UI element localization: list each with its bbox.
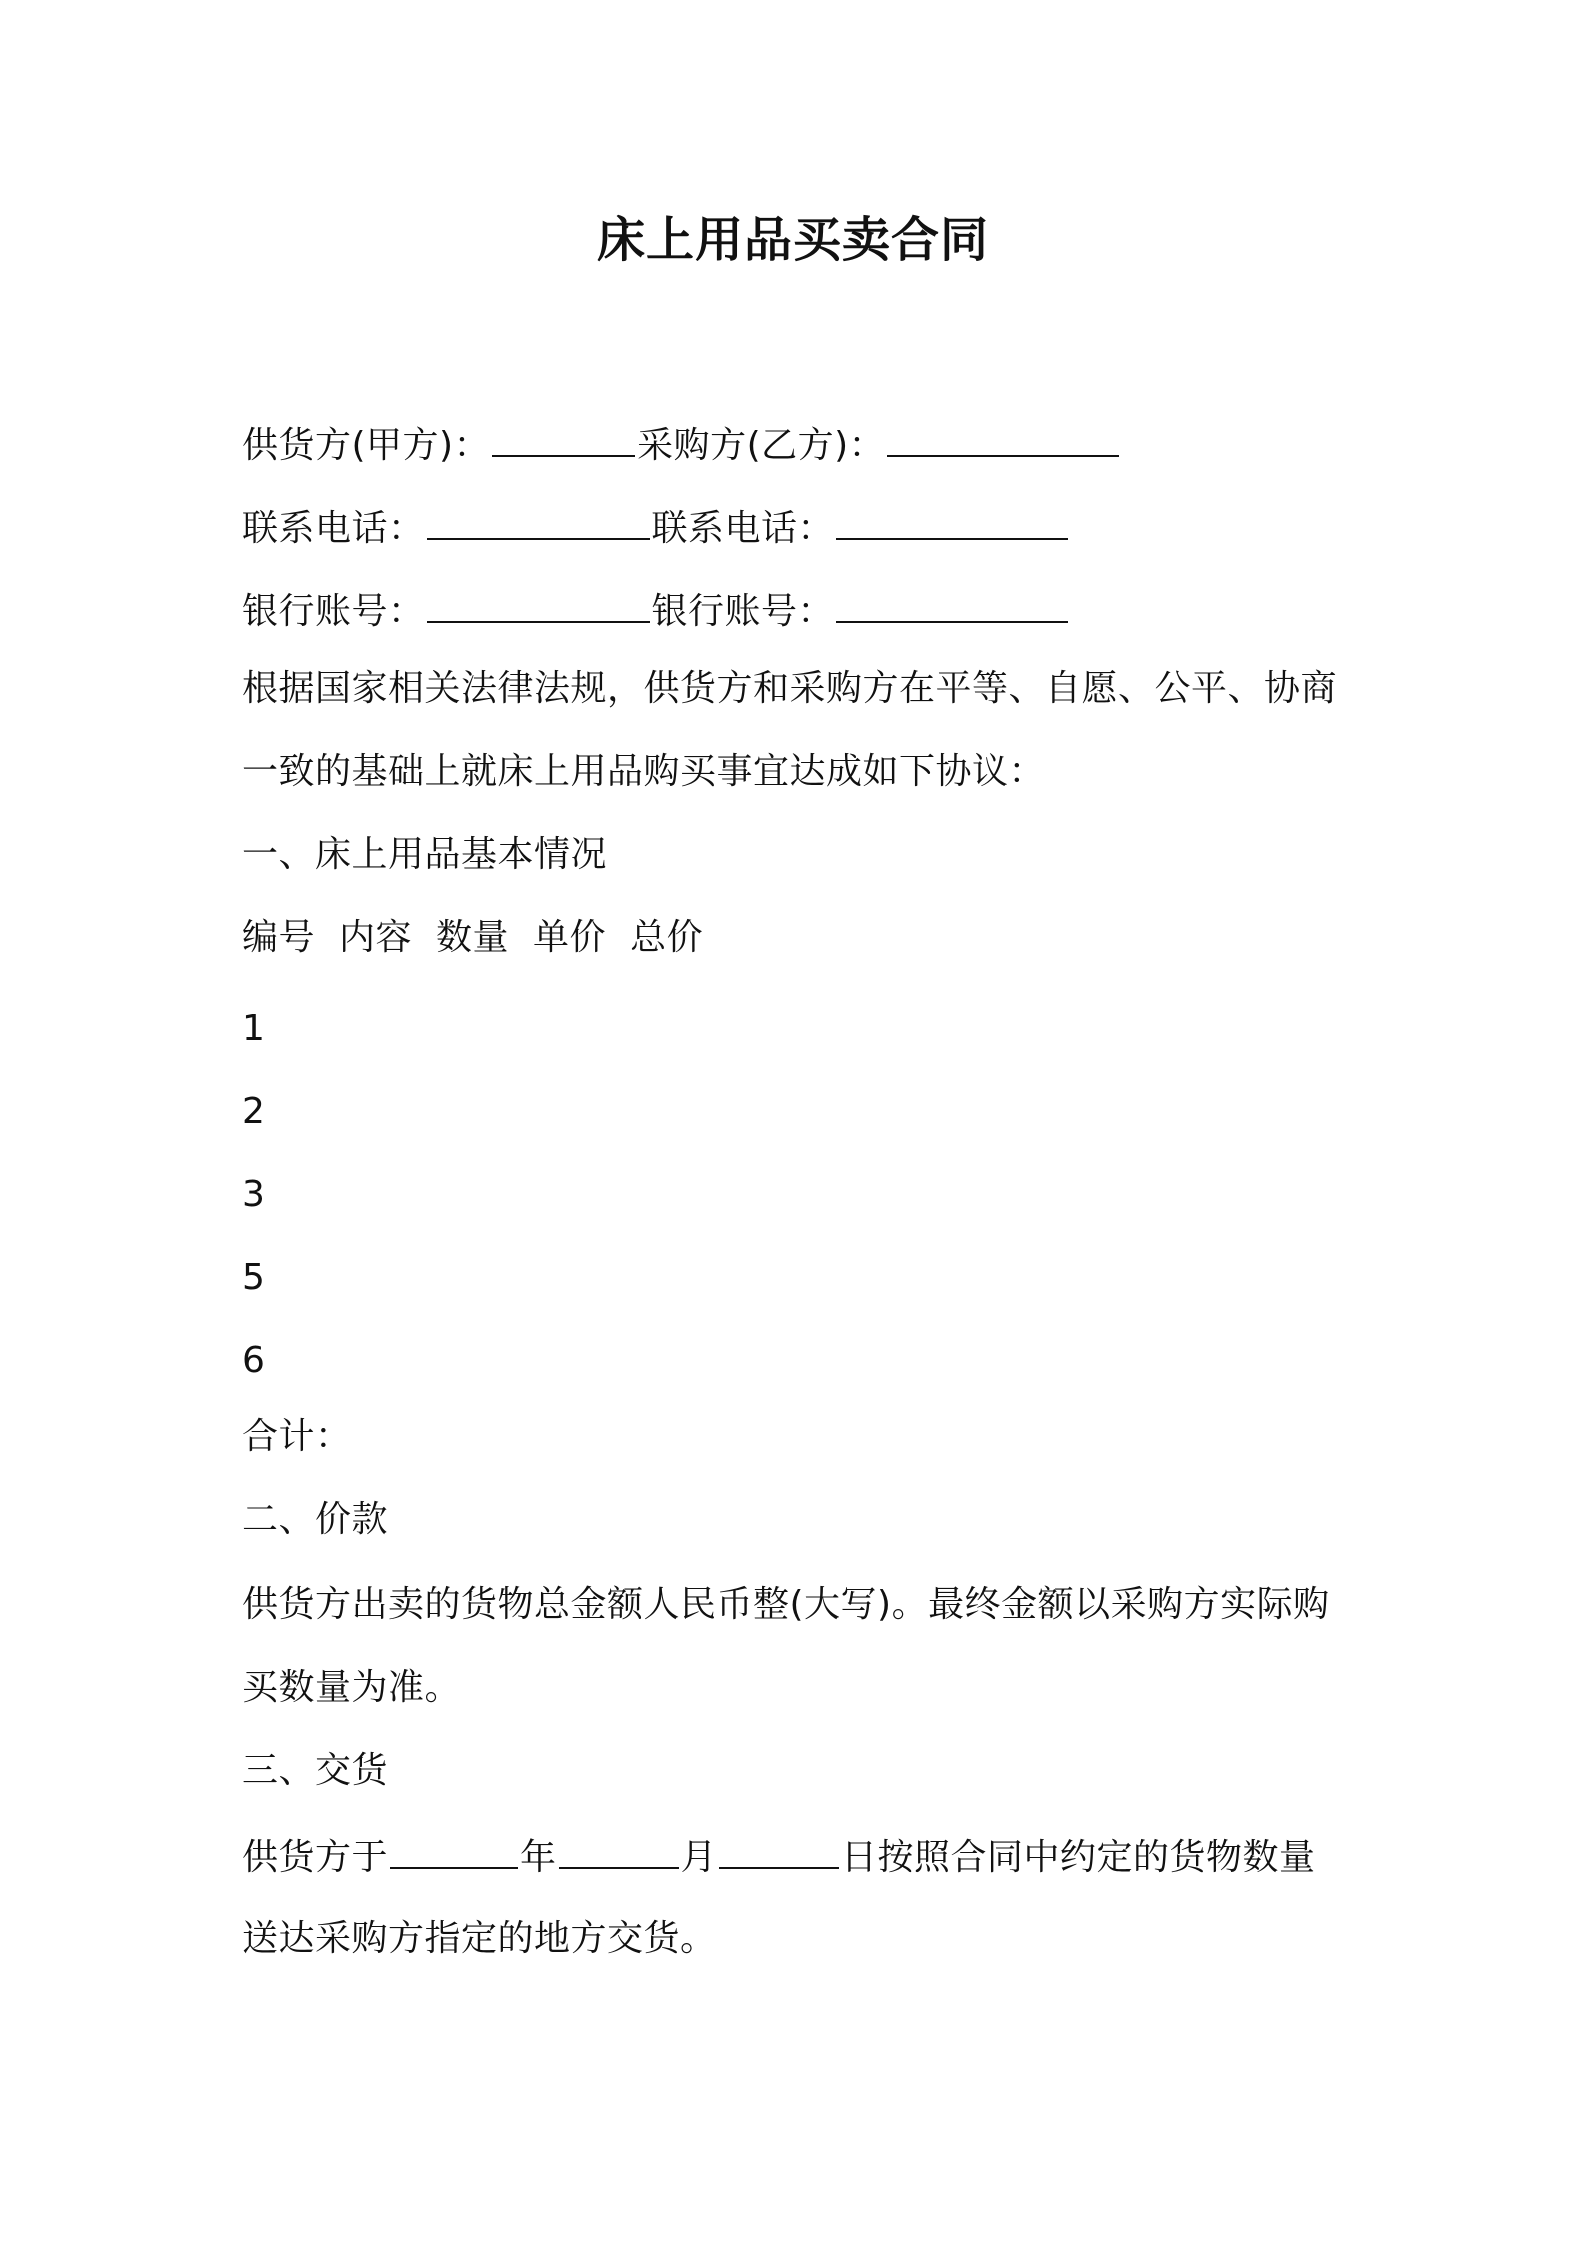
buyer-phone-label: 联系电话： bbox=[651, 508, 835, 549]
supplier-phone-blank bbox=[427, 502, 650, 540]
column-content: 内容 bbox=[339, 917, 413, 958]
delivery-day-text: 日按照合同中约定的货物数量 bbox=[841, 1837, 1316, 1878]
contract-title: 床上用品买卖合同 bbox=[596, 212, 989, 268]
price-line-1: 供货方出卖的货物总金额人民币整(大写)。最终金额以采购方实际购 bbox=[242, 1584, 1330, 1625]
intro-line-2: 一致的基础上就床上用品购买事宜达成如下协议： bbox=[242, 751, 1046, 792]
buyer-bank-label: 银行账号： bbox=[651, 591, 835, 632]
item-table-header bbox=[242, 913, 703, 963]
buyer-name-blank bbox=[887, 419, 1119, 457]
buyer-phone-blank bbox=[836, 502, 1068, 540]
section2-heading: 二、价款 bbox=[242, 1499, 389, 1540]
section3-heading: 三、交货 bbox=[242, 1750, 389, 1791]
party-line-names bbox=[242, 419, 1121, 471]
total-label: 合计： bbox=[242, 1416, 352, 1457]
item-row: 5 bbox=[242, 1257, 266, 1298]
delivery-line-1 bbox=[242, 1831, 1316, 1883]
delivery-prefix: 供货方于 bbox=[242, 1837, 389, 1878]
column-number: 编号 bbox=[242, 917, 316, 958]
price-line-2: 买数量为准。 bbox=[242, 1667, 462, 1708]
item-row: 1 bbox=[242, 1008, 266, 1049]
column-total-price: 总价 bbox=[630, 917, 704, 958]
buyer-bank-blank bbox=[836, 585, 1068, 623]
party-line-banks bbox=[242, 585, 1070, 637]
item-row: 6 bbox=[242, 1340, 266, 1381]
buyer-label: 采购方(乙方)： bbox=[637, 425, 886, 466]
supplier-bank-label: 银行账号： bbox=[242, 591, 425, 632]
supplier-name-blank bbox=[492, 419, 635, 457]
delivery-month-label: 月 bbox=[680, 1837, 718, 1878]
item-row: 2 bbox=[242, 1091, 266, 1132]
delivery-year-blank bbox=[390, 1831, 518, 1869]
delivery-day-blank bbox=[719, 1831, 839, 1869]
delivery-year-label: 年 bbox=[520, 1837, 557, 1878]
party-line-phones bbox=[242, 502, 1070, 554]
delivery-month-blank bbox=[559, 1831, 679, 1869]
column-quantity: 数量 bbox=[436, 917, 510, 958]
column-unit-price: 单价 bbox=[533, 917, 607, 958]
intro-line-1: 根据国家相关法律法规，供货方和采购方在平等、自愿、公平、协商 bbox=[242, 668, 1338, 709]
supplier-bank-blank bbox=[427, 585, 650, 623]
section1-heading: 一、床上用品基本情况 bbox=[242, 834, 608, 875]
item-row: 3 bbox=[242, 1174, 266, 1215]
supplier-label: 供货方(甲方)： bbox=[242, 425, 491, 466]
supplier-phone-label: 联系电话： bbox=[242, 508, 425, 549]
delivery-line-2: 送达采购方指定的地方交货。 bbox=[242, 1918, 717, 1959]
